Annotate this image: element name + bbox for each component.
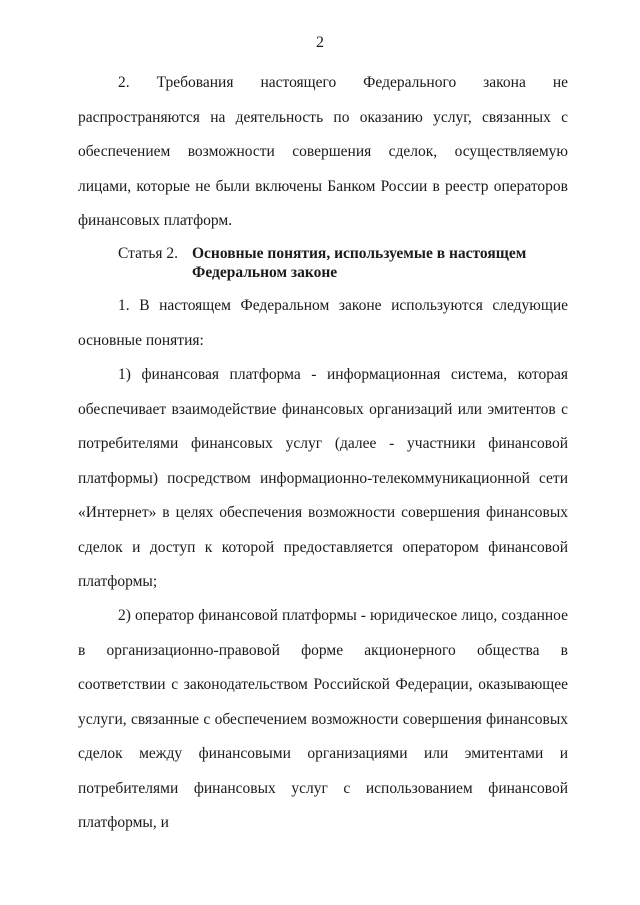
article-title: Основные понятия, используемые в настоящем Федеральном законе [192, 245, 527, 281]
paragraph-definition-financial-platform [78, 358, 568, 600]
paragraph-text: 1. В настоящем Федеральном законе используются следующие основные понятия: [78, 297, 568, 349]
article-number: Статья 2. [118, 245, 179, 262]
paragraph-exclusion-clause [78, 66, 568, 239]
paragraph-text: 2. Требования настоящего Федерального закона не распространяются на деятельность по оказанию услуг, связанных с обеспечением возможности совершения сделок, осуществляемую лицами, которые не были включены Банком России в реестр операторов финансовых платформ. [78, 74, 568, 229]
paragraph-definitions-intro [78, 289, 568, 358]
page-number: 2 [316, 34, 324, 51]
paragraph-text: 1) финансовая платформа - информационная система, которая обеспечивает взаимодействие финансовых организаций или эмитентов с потребителями финансовых услуг (далее - участники финансовой платформы) посредством информационно-телекоммуникационной сети «Интернет» в целях обеспечения возможности совершения финансовых сделок и доступ к которой предоставляется оператором финансовой платформы; [78, 366, 568, 590]
paragraph-text: 2) оператор финансовой платформы - юридическое лицо, созданное в организационно-правовой форме акционерного общества в соответствии с законодательством Российской Федерации, оказывающее услуги, связанные с обеспечением возможности совершения финансовых сделок между финансовыми организациями или эмитентами и потребителями финансовых услуг с использованием финансовой платформы, и [78, 607, 568, 831]
paragraph-definition-platform-operator [78, 599, 568, 841]
